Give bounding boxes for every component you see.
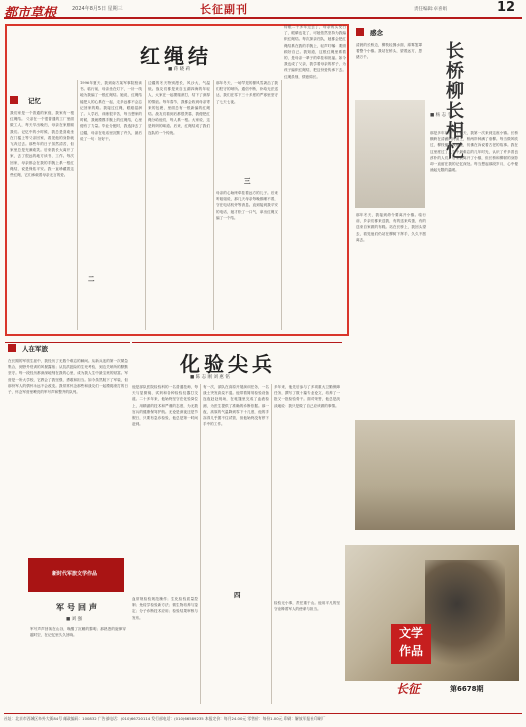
side-column-text-3: 那年冬天，我接到命令要离开小镇。临行前，乡亲们都来送我，有的送来鸡蛋，有的送来自家做的布鞋。站在长桥上，我回头望去，看见他们仍站在柳树下挥手，久久不愿离去。 — [356, 213, 426, 242]
section-marker-icon — [8, 344, 16, 352]
campaign-banner-text: 新时代军旅文学作品 — [52, 571, 98, 577]
article-column-4b: 母亲的心始终牵挂着远方的儿子。后来听姐姐说，那几天母亲每晚都睡不着，守在电话机旁等消息。直到接到我平安的电话，她才松了一口气，拿出红绳又编了一个结。 — [216, 191, 278, 220]
issue-number: 第6678期 — [450, 685, 484, 693]
artwork-figure — [425, 560, 505, 670]
sidebar-heading: 记忆 — [28, 97, 41, 105]
issue-date: 2024年8月5日 星期三 — [72, 6, 123, 12]
literature-badge — [391, 624, 431, 664]
article-column-4a: 那年冬天，一场罕见的暴风雪袭击了我们驻守的哨所。通信中断，补给无法送达，我们在零下三十多度的严寒里坚守了七天七夜。 — [216, 81, 278, 104]
section-divider — [5, 342, 130, 343]
article2-column-2: 有一次，部队在高原开展演训任务，一名战士突发高烧不退。他带着简易检验设备连夜赶赴现场，在帐篷里完成了血液检测，为医生提供了准确的诊断依据。那一夜，高原的气温降到零下十几度，他的手冻得几乎握不住试管，但他始终没有停下手中的工作。 — [203, 385, 269, 427]
side-article-title: 长桥柳 长相忆 — [446, 41, 464, 162]
article-column-2: 1996年夏天，我到南方某军事院校读书。临行前，母亲坐在灯下，一针一线地为我编了一根红绳结。她说，红绳结能把人的心系在一起，走多远都不会忘记回家的路。我接过红绳，眼眶湿润了。入学后，训练很辛苦，每当想家的时候，我就摸摸手腕上的红绳结，心里便有了力量。毕业分配时，我选择去了边疆，母亲在电话里沉默了许久，最后说了一句：好好干。 — [80, 81, 142, 141]
section-title: 长征副刊 — [200, 3, 248, 16]
article-column-3: 边疆的冬天特别漫长，风沙大，气温低。战友们都是来自五湖四海的年轻人，大家在一起摸爬滚打，结下了深厚的情谊。每年春节，我都会收到母亲寄来的包裹，里面总有一根新编的红绳结。战友们看到后都很羡慕，我便把红绳分给他们，每人系一根。大家说，这是妈妈的味道。后来，红绳结成了我们连队的一个传统。 — [148, 81, 210, 135]
literature-badge-line1: 文学 — [398, 626, 423, 640]
side-column-text-1: 清晨的长桥边，柳枝轻拂水面，薄雾笼罩着整个小镇。我站在桥头，望着远方，思绪万千。 — [356, 43, 422, 60]
poem-text: 军号声声回荡在山谷，唤醒了沉睡的黎明；那熟悉的旋律穿越时空，在记忆里久久回响。 — [30, 627, 126, 638]
column-rule — [281, 80, 282, 330]
page-footer: 社址：北京市西城区阜外大街84号 邮政编码：100832 广告部电话：(010)66720114 发行部电话：(010)66589235 本报定价：每月24.00元 零售价：每份1.00元 印刷：解放军报社印刷厂 — [4, 713, 522, 722]
article-byline: ■ 蒋 晓 莉 — [168, 67, 191, 72]
part-heading-2: 二 — [88, 275, 95, 283]
article2-column-3: 多年来，他先后参与了多项重大卫勤保障任务，撰写了数十篇专业论文，培养了一批又一批检验骨干。面对荣誉，他总是淡淡地说：我只是做了自己应该做的事情。 — [274, 385, 340, 408]
article-column-1: 我们家是一个普通的家庭，我家有一根红绳结。 父亲在一个很普通的工厂里面做工人，每天早出晚归，母亲在家照顾我们。记忆中的小时候，我总是喜欢坐在门槛上等父亲回家，看见他的身影就飞奔过去。那些年的日子虽然清苦，但家里总是充满欢笑。后来我长大离开了家，去了很远的地方读书、工作。每次回家，母亲都会在我的手腕上系一根红绳结，说是保佑平安。我一直珍藏着这些红绳，它们承载着母亲无言的爱。 — [10, 111, 74, 178]
column-rule — [200, 384, 201, 704]
side-column-text-2: 那是多年前的一个春天，我第一次来到这座小镇。长桥横跨在清澈的河面上，桥两岸种满了垂柳。每当微风吹过，柳枝便随风摇曳，仿佛在诉说着古老的故事。我在这里度过了人生中最难忘的几年时光，认识了许多善良淳朴的人们。后来我离开了小镇，但长桥和柳树的身影却一直留在我的记忆深处。每当想起那段岁月，心中便涌起无限的温暖。 — [430, 131, 518, 173]
editor-credit: 责任编辑:卓喜娟 — [414, 7, 448, 12]
body-snippet: 我们家是一个普通的家庭，我家有一根红绳结。 — [10, 111, 74, 122]
part-heading-4: 四 — [234, 591, 241, 599]
left-column-text: 在长期的军旅生涯中，我经历了无数个难忘的瞬间。从新兵连的第一次紧急集合，到野外驻训的风餐露宿；从抗洪抢险的生死考验，到边关哨所的默默坚守。每一段经历都深深地刻在我的心里，成为我人生中最宝贵的财富。军营是一所大学校，它教会了我坚强、勇敢和担当。如今虽然脱下了军装，但那份军人的情怀永远不会改变。我常常怀念那些和战友们一起摸爬滚打的日子，怀念军营里嘹亮的军号声和整齐的队列。 — [8, 359, 128, 395]
left-section-heading: 人在军旅 — [22, 345, 48, 353]
column-rule — [145, 80, 146, 330]
section-divider — [132, 342, 342, 343]
side-photo-2 — [355, 420, 515, 530]
article-title: 红绳结 — [140, 44, 212, 68]
column-rule — [77, 80, 78, 330]
article2-title: 化验尖兵 — [180, 352, 276, 376]
side-photo — [355, 100, 425, 208]
article-column-5: 转眼二十多年过去了，母亲的头发白了，眼睛也花了，可她依然坚持为我编织红绳结。每次探亲归队，她都会把红绳结系在我的手腕上，轻声叮嘱：要照顾好自己。我知道，这根红绳里系着的，是母亲一辈子的牵挂和祝福。如今我也成了父亲，我学着母亲的样子，为孩子编织红绳结，把这份爱传承下去。红绳虽细，情意绵长。 — [284, 25, 346, 79]
column-rule — [213, 80, 214, 330]
section-marker-icon — [356, 28, 364, 36]
part-heading-3: 三 — [244, 177, 251, 185]
side-heading: 感念 — [370, 29, 383, 37]
article2-byline: ■ 陈 志 刚 刘 惠 铭 — [190, 375, 230, 380]
poem-byline: ■ 刘 强 — [66, 617, 83, 622]
article2-column-4: 检验无小事，责任重于山。他用平凡的坚守诠释着军人的使命与担当。 — [274, 601, 340, 612]
page-number: 12 — [497, 0, 516, 15]
article2-list: 血常规检验规范操作；生化检验质量控制；免疫学检验新方法；微生物培养与鉴定；分子诊断技术应用；检验结果审核与发布。 — [132, 597, 198, 620]
side-article-byline: ■ 杨 志 冬 — [430, 113, 453, 118]
newspaper-logo: 都市草根 — [4, 6, 57, 21]
article2-column-1: 他是部队医院检验科的一名普通技师，每天与显微镜、试剂和各种检验仪器打交道。二十多年来，他始终坚守在化验岗位上，用精湛的技术和严谨的态度，为无数官兵的健康保驾护航。无论是深夜还是节假日，只要有急诊检验，他总是第一时间赶到。 — [132, 385, 198, 427]
issue-logo: 长征 — [396, 682, 421, 696]
literature-badge-line2: 作品 — [398, 644, 423, 658]
poem-title: 军号回声 — [56, 602, 100, 612]
column-rule — [271, 384, 272, 704]
section-marker-icon — [10, 96, 18, 104]
